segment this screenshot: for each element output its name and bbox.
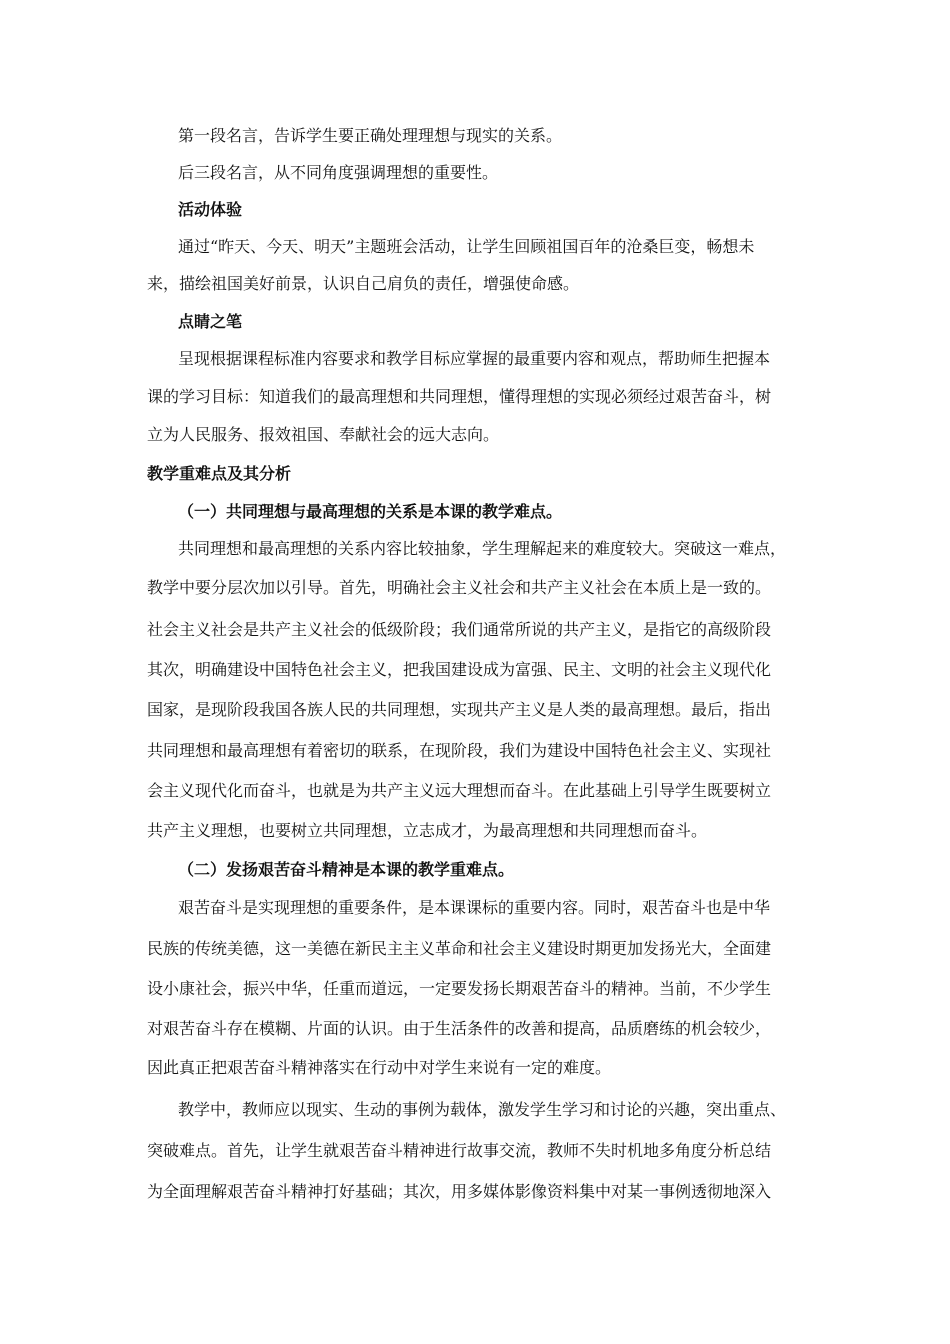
subsection-heading: （一）共同理想与最高理想的关系是本课的教学难点。 bbox=[178, 502, 563, 521]
paragraph-line: 为全面理解艰苦奋斗精神打好基础；其次，用多媒体影像资料集中对某一事例透彻地深入 bbox=[147, 1182, 772, 1201]
section-heading: 活动体验 bbox=[178, 200, 243, 219]
paragraph-line: 呈现根据课程标准内容要求和教学目标应掌握的最重要内容和观点，帮助师生把握本 bbox=[178, 349, 771, 368]
paragraph-line: 共产主义理想，也要树立共同理想，立志成才，为最高理想和共同理想而奋斗。 bbox=[147, 821, 708, 840]
section-heading: 教学重难点及其分析 bbox=[147, 464, 292, 483]
paragraph-line: 民族的传统美德，这一美德在新民主主义革命和社会主义建设时期更加发扬光大，全面建 bbox=[147, 939, 772, 958]
paragraph-line: 教学中要分层次加以引导。首先，明确社会主义社会和共产主义社会在本质上是一致的。 bbox=[147, 578, 772, 597]
paragraph-line: 会主义现代化而奋斗，也就是为共产主义远大理想而奋斗。在此基础上引导学生既要树立 bbox=[147, 781, 772, 800]
paragraph-line: 社会主义社会是共产主义社会的低级阶段；我们通常所说的共产主义，是指它的高级阶段 bbox=[147, 620, 772, 639]
section-heading: 点睛之笔 bbox=[178, 312, 243, 331]
paragraph-line: 设小康社会，振兴中华，任重而道远，一定要发扬长期艰苦奋斗的精神。当前，不少学生 bbox=[147, 979, 772, 998]
paragraph-line: 第一段名言，告诉学生要正确处理理想与现实的关系。 bbox=[178, 126, 563, 145]
subsection-heading: （二）发扬艰苦奋斗精神是本课的教学重难点。 bbox=[178, 860, 515, 879]
paragraph-line: 通过“昨天、今天、明天”主题班会活动，让学生回顾祖国百年的沧桑巨变，畅想未 bbox=[178, 237, 755, 256]
paragraph-line: 其次，明确建设中国特色社会主义，把我国建设成为富强、民主、文明的社会主义现代化 bbox=[147, 660, 772, 679]
paragraph-line: 课的学习目标：知道我们的最高理想和共同理想，懂得理想的实现必须经过艰苦奋斗，树 bbox=[147, 387, 772, 406]
paragraph-line: 突破难点。首先，让学生就艰苦奋斗精神进行故事交流，教师不失时机地多角度分析总结 bbox=[147, 1141, 772, 1160]
paragraph-line: 共同理想和最高理想的关系内容比较抽象，学生理解起来的难度较大。突破这一难点， bbox=[178, 539, 787, 558]
paragraph-line: 来，描绘祖国美好前景，认识自己肩负的责任，增强使命感。 bbox=[147, 274, 580, 293]
paragraph-line: 教学中，教师应以现实、生动的事例为载体，激发学生学习和讨论的兴趣，突出重点、 bbox=[178, 1100, 787, 1119]
paragraph-line: 后三段名言，从不同角度强调理想的重要性。 bbox=[178, 163, 499, 182]
paragraph-line: 艰苦奋斗是实现理想的重要条件，是本课课标的重要内容。同时，艰苦奋斗也是中华 bbox=[178, 898, 771, 917]
paragraph-line: 立为人民服务、报效祖国、奉献社会的远大志向。 bbox=[147, 425, 500, 444]
paragraph-line: 国家，是现阶段我国各族人民的共同理想，实现共产主义是人类的最高理想。最后，指出 bbox=[147, 700, 772, 719]
paragraph-line: 共同理想和最高理想有着密切的联系，在现阶段，我们为建设中国特色社会主义、实现社 bbox=[147, 741, 772, 760]
paragraph-line: 因此真正把艰苦奋斗精神落实在行动中对学生来说有一定的难度。 bbox=[147, 1058, 612, 1077]
paragraph-line: 对艰苦奋斗存在模糊、片面的认识。由于生活条件的改善和提高，品质磨练的机会较少， bbox=[147, 1019, 772, 1038]
